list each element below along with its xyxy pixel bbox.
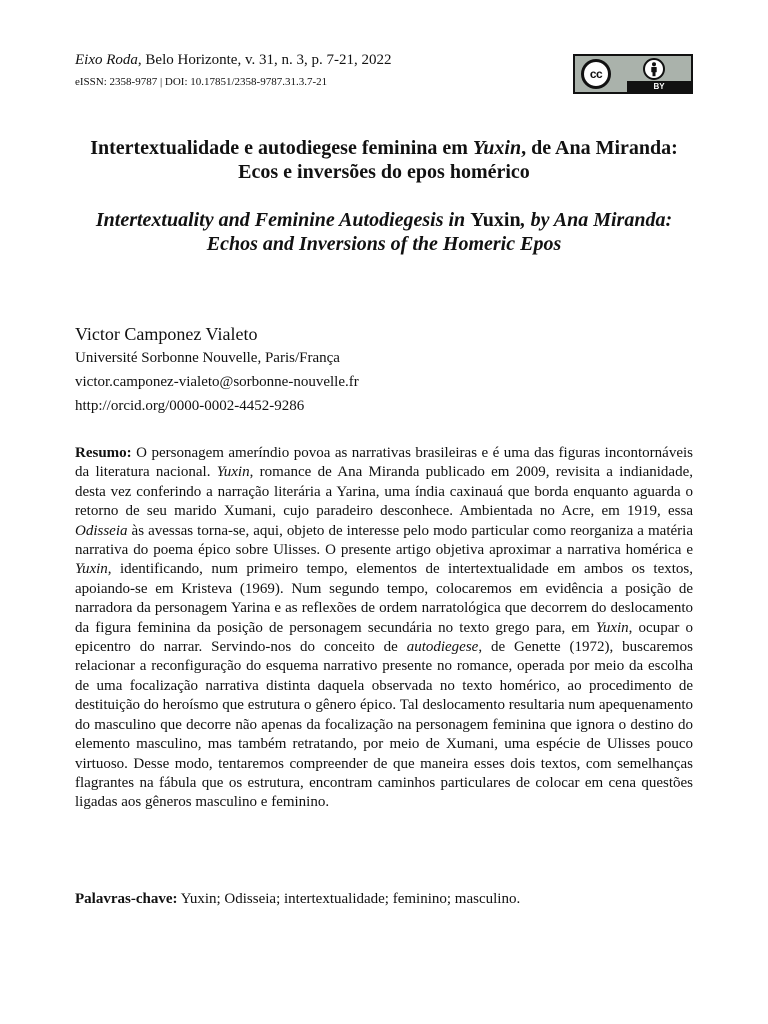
title-en-part2: , by Ana Miranda: Echos and Inversions of the Homeric Epos	[206, 209, 673, 255]
issn-doi: eISSN: 2358-9787 | DOI: 10.17851/2358-9787.31.3.7-21	[75, 76, 328, 88]
author-block	[75, 322, 695, 418]
journal-citation	[75, 50, 495, 70]
abstract-italic: Yuxin	[216, 464, 250, 481]
journal-name: Eixo Roda	[75, 52, 138, 68]
title-en-part1: Intertextuality and Feminine Autodiegesis in	[95, 209, 471, 231]
article-title-english	[80, 208, 688, 256]
title-pt-part1: Intertextualidade e autodiegese feminina em	[90, 137, 473, 159]
journal-header	[75, 50, 495, 89]
title-en-upright: Yuxin	[470, 209, 521, 231]
keywords-list: Yuxin; Odisseia; intertextualidade; feminino; masculino.	[177, 891, 521, 907]
abstract-text: , identificando, num primeiro tempo, elementos de intertextualidade em ambos os textos, apoiando-se em Kristeva (1969). Num segundo tempo, colocaremos em evidência a posição de narradora da personagem Yarina e as reflexões de ordem narratológica que decorrem do deslocamento da figura feminina da posição de personagem secundária no texto grego para, em	[75, 561, 693, 636]
abstract-text: às avessas torna-se, aqui, objeto de interesse pelo modo particular como reorganiza a matéria narrativa do poema épico sobre Ulisses. O presente artigo objetiva aproximar a narrativa homérica e	[75, 522, 693, 559]
author-email[interactable]: victor.camponez-vialeto@sorbonne-nouvelle.fr	[75, 374, 359, 390]
keywords-label: Palavras-chave:	[75, 891, 178, 907]
author-affiliation: Université Sorbonne Nouvelle, Paris/França	[75, 350, 340, 366]
abstract-text: , ocupar o epicentro do narrar. Servindo-nos do conceito de	[75, 619, 693, 656]
abstract	[75, 444, 693, 813]
author-orcid-link[interactable]: http://orcid.org/0000-0002-4452-9286	[75, 398, 305, 414]
cc-icon: cc	[581, 59, 611, 89]
abstract-italic: Yuxin	[75, 561, 108, 578]
abstract-label: Resumo:	[75, 445, 132, 461]
abstract-italic: autodiegese	[406, 639, 479, 656]
title-pt-italic: Yuxin	[472, 137, 522, 159]
article-title-portuguese	[80, 136, 688, 184]
by-label: BY	[627, 81, 691, 92]
abstract-italic: Odisseia	[75, 522, 128, 539]
attribution-person-icon	[643, 58, 665, 80]
abstract-italic: Yuxin	[595, 619, 629, 636]
creative-commons-by-icon[interactable]	[573, 54, 693, 94]
abstract-text: , de Genette (1972), buscaremos relacionar a reconfiguração do esquema narrativo presente no romance, operada por meio da escolha de uma focalização narrativa distinta daquela observada no texto homérico, ao procedimento de destituição do heroísmo que estrutura o gênero épico. Tal deslocamento resultaria num apequenamento do masculino que decorre não apenas da focalização na personagem feminina que ignora o destino do elemento masculino, mas também retratando, por meio de Xumani, uma espécie de Ulisses pouco virtuoso. Desse modo, tentaremos compreender de que maneira esses dois textos, com semelhanças flagrantes na fábula que os estrutura, encontram caminhos particulares de colocar em cena questões ligadas aos gêneros masculino e feminino.	[75, 639, 693, 811]
keywords	[75, 890, 693, 909]
title-pt-part2: , de Ana Miranda: Ecos e inversões do epos homérico	[238, 137, 678, 183]
journal-volume-info: , Belo Horizonte, v. 31, n. 3, p. 7-21, 2022	[137, 52, 392, 68]
abstract-text: , romance de Ana Miranda publicado em 2009, revisita a indianidade, desta vez conferindo a narração literária a Yarina, uma índia caxinauá que borda enquanto aguarda o retorno de seu marido Xumani, cujo paradeiro desconhece. Ambientada no Acre, em 1919, essa	[75, 464, 693, 520]
abstract-text: O personagem ameríndio povoa as narrativas brasileiras e é uma das figuras incontornáveis da literatura nacional.	[75, 445, 693, 481]
author-name: Victor Camponez Vialeto	[75, 324, 258, 344]
